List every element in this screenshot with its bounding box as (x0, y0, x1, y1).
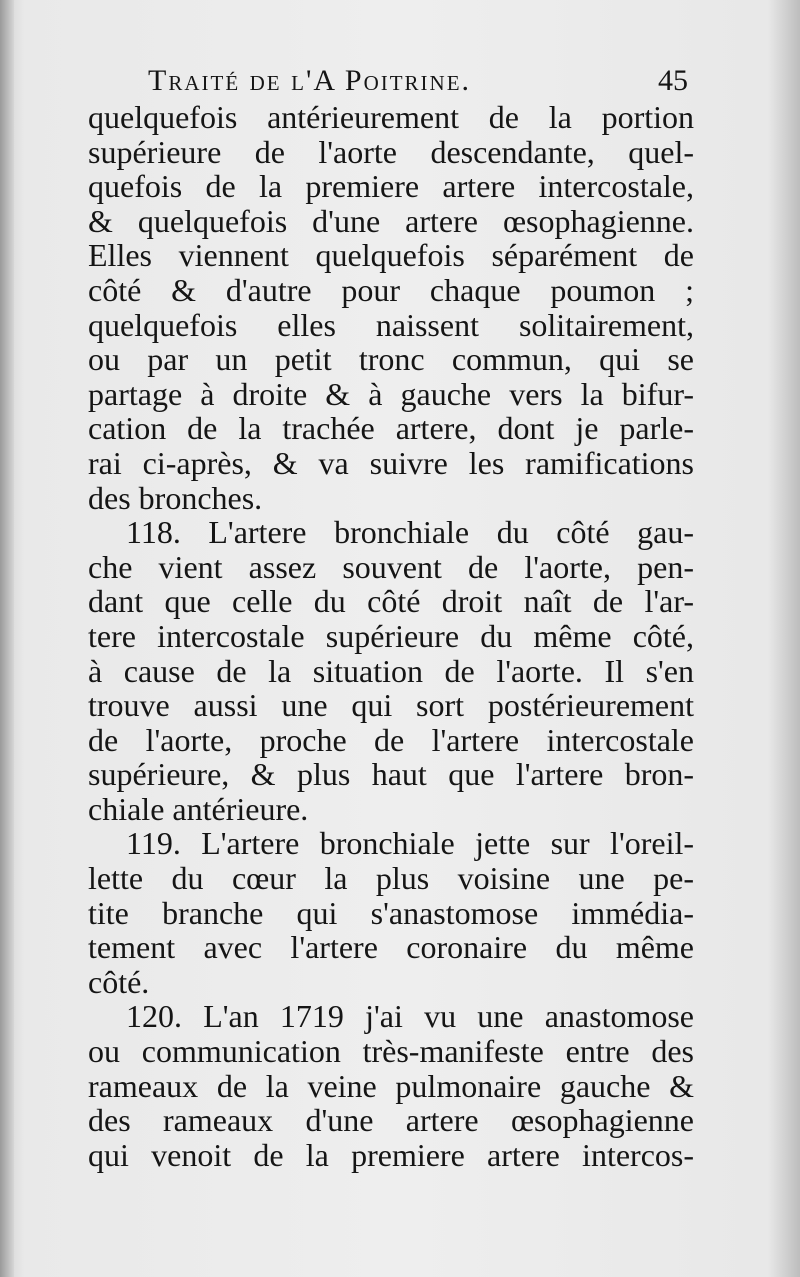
page-edge-shadow (0, 0, 14, 1277)
text-line: des bronches. (88, 479, 263, 516)
text-line: côté. (88, 963, 150, 1000)
body-text (88, 100, 694, 1172)
text-line: quefois de la premiere artere intercostale, (88, 168, 694, 205)
text-line: des rameaux d'une artere œsophagienne (88, 1102, 694, 1139)
text-line: 120. L'an 1719 j'ai vu une anastomose (126, 998, 694, 1035)
text-line: 119. L'artere bronchiale jette sur l'oreil- (126, 825, 694, 862)
text-line: côté & d'autre pour chaque poumon ; (88, 271, 694, 308)
page-number: 45 (658, 64, 688, 97)
text-line: trouve aussi une qui sort postérieurement (88, 687, 694, 724)
text-line: de l'aorte, proche de l'artere intercostale (88, 721, 694, 758)
text-line: cation de la trachée artere, dont je parle- (88, 410, 694, 447)
text-line: che vient assez souvent de l'aorte, pen- (88, 548, 694, 585)
text-line: lette du cœur la plus voisine une pe- (88, 860, 694, 897)
text-line: 118. L'artere bronchiale du côté gau- (126, 514, 694, 551)
text-line: tement avec l'artere coronaire du même (88, 929, 694, 966)
text-line: chiale antérieure. (88, 790, 309, 827)
text-line: ou par un petit tronc commun, qui se (88, 341, 694, 378)
text-line: Elles viennent quelquefois séparément de (88, 237, 694, 274)
text-line: quelquefois elles naissent solitairement, (88, 306, 694, 343)
text-line: supérieure, & plus haut que l'artere bron- (88, 756, 694, 793)
text-line: tite branche qui s'anastomose immédia- (88, 894, 694, 931)
text-line: rameaux de la veine pulmonaire gauche & (88, 1067, 694, 1104)
text-line: quelquefois antérieurement de la portion (88, 99, 694, 135)
text-line: & quelquefois d'une artere œsophagienne. (88, 202, 694, 239)
text-line: ou communication très-manifeste entre des (88, 1033, 694, 1070)
running-title: Traité de l'A Poitrine. (148, 64, 472, 97)
running-head (148, 64, 688, 104)
text-line: tere intercostale supérieure du même côté, (88, 617, 694, 654)
text-line: dant que celle du côté droit naît de l'ar- (88, 583, 694, 620)
text-line: rai ci-après, & va suivre les ramifications (88, 444, 694, 481)
text-line: partage à droite & à gauche vers la bifur- (88, 375, 694, 412)
text-line: qui venoit de la premiere artere intercos- (88, 1136, 694, 1173)
text-line: à cause de la situation de l'aorte. Il s'en (88, 652, 694, 689)
text-line: supérieure de l'aorte descendante, quel- (88, 133, 694, 170)
